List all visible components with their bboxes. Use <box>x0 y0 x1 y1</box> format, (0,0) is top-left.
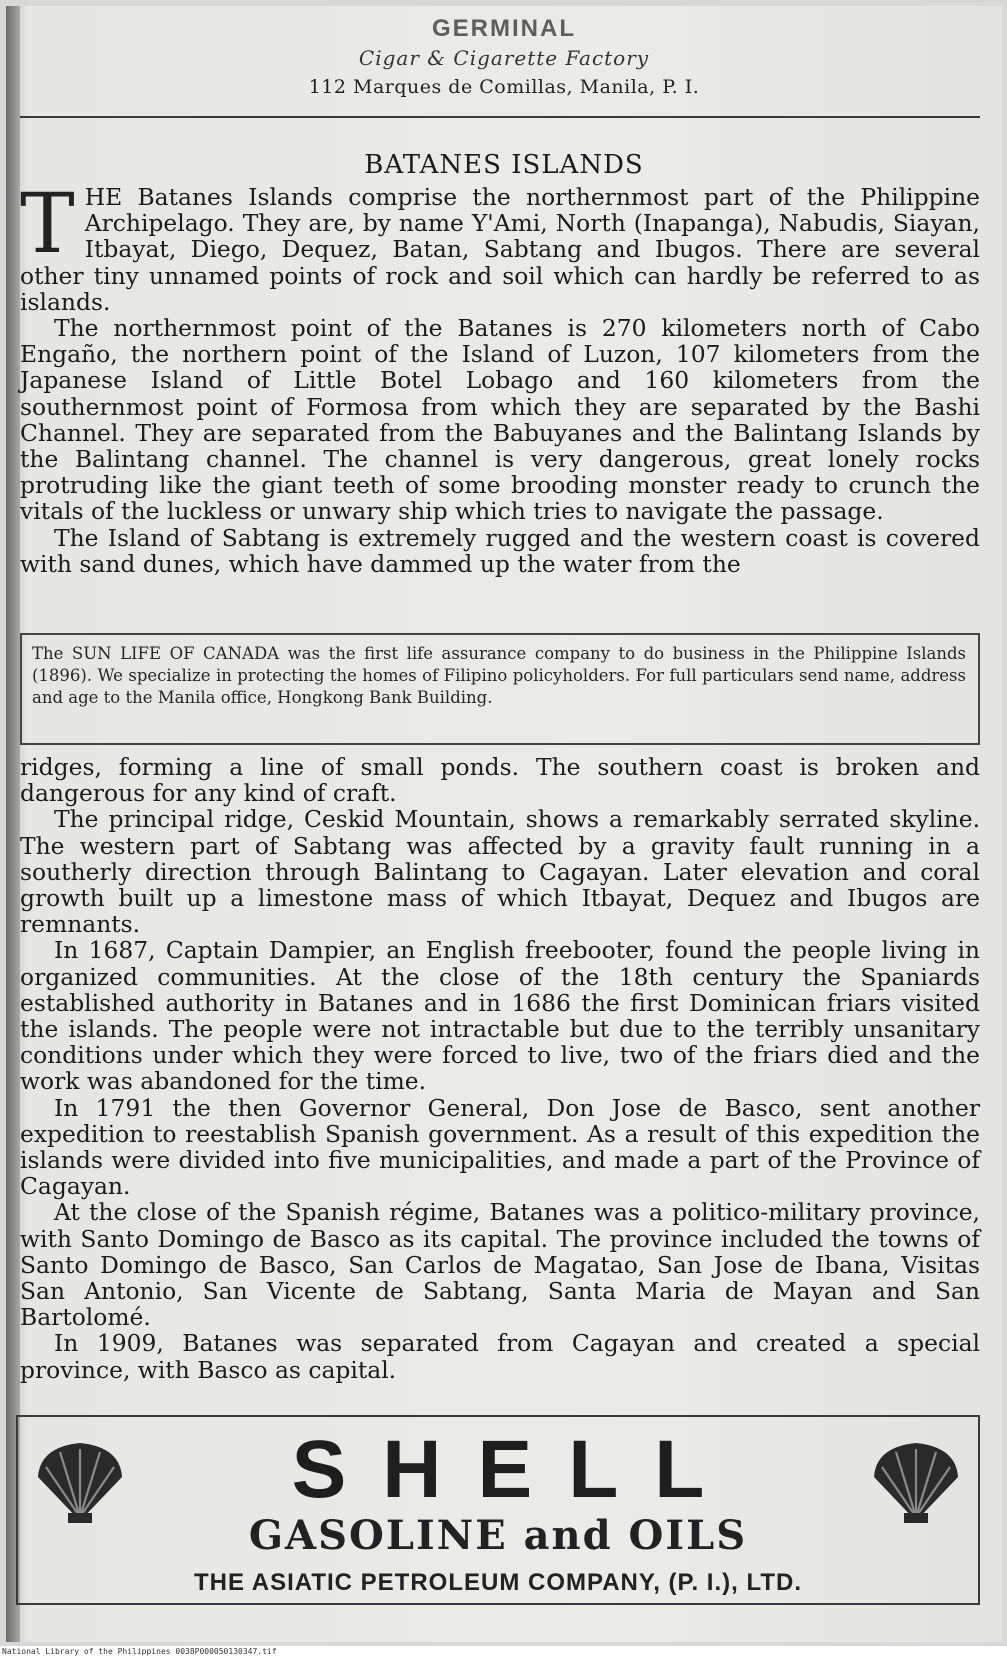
shell-tagline: GASOLINE and OILS <box>248 1512 748 1559</box>
archive-footer: National Library of the Philippines 0038P000050130347.tif <box>0 1646 1007 1658</box>
masthead <box>6 14 1002 102</box>
paragraph-2: The northernmost point of the Batanes is 270 kilometers north of Cabo Engaño, the northern point of the Island of Luzon, 107 kilometers from the Japanese Island of Little Botel Lobago and 160 kilometers from the southernmost point of Formosa from which they are separated by the Bashi Channel. They are separated from the Babuyanes and the Balintang Islands by the Balintang channel. The channel is very dangerous, great lonely rocks protruding like the giant teeth of some brooding monster ready to crunch the vitals of the luckless or unwary ship which tries to navigate the passage. <box>20 314 980 526</box>
masthead-title: GERMINAL <box>432 15 576 42</box>
shell-brand-name: SHELL <box>291 1424 741 1515</box>
paragraph-3-start: The Island of Sabtang is extremely rugged and the western coast is covered with sand dunes, which have dammed up the water from the <box>20 523 980 578</box>
article-body-top <box>20 177 980 578</box>
shell-logo-right-icon <box>866 1437 966 1527</box>
paragraph-1 <box>20 177 980 316</box>
paragraph-8: In 1909, Batanes was separated from Cagayan and created a special province, with Basco as capital. <box>20 1329 980 1384</box>
drop-cap: T <box>20 177 75 272</box>
sun-life-advertisement <box>20 633 980 745</box>
paragraph-3-continued: ridges, forming a line of small ponds. The southern coast is broken and dangerous for any kind of craft. <box>20 753 980 808</box>
book-spine-shadow <box>6 6 20 1642</box>
paragraph-6: In 1791 the then Governor General, Don Jose de Basco, sent another expedition to reestablish Spanish government. As a result of this expedition the islands were divided into five municipalities, and made a part of the Province of Cagayan. <box>20 1093 980 1201</box>
shell-logo-left-icon <box>30 1437 130 1527</box>
paragraph-5: In 1687, Captain Dampier, an English freebooter, found the people living in organized communities. At the close of the 18th century the Spaniards established authority in Batanes and in 1686 the first Dominican friars visited the islands. The people were not intractable but due to the terribly unsanitary conditions under which they were forced to live, two of the friars died and the work was abandoned for the time. <box>20 936 980 1096</box>
article-title: BATANES ISLANDS <box>364 150 644 180</box>
page <box>6 6 1002 1642</box>
shell-advertisement <box>16 1415 980 1605</box>
article-body-bottom <box>20 754 980 1383</box>
header-divider <box>20 116 980 118</box>
masthead-subtitle: Cigar & Cigarette Factory <box>358 46 650 70</box>
masthead-address: 112 Marques de Comillas, Manila, P. I. <box>308 76 700 98</box>
shell-company-name: THE ASIATIC PETROLEUM COMPANY, (P. I.), LTD. <box>193 1569 802 1596</box>
paragraph-7: At the close of the Spanish régime, Batanes was a politico-military province, with Santo Domingo de Basco as its capital. The province included the towns of Santo Domingo de Basco, San Carlos de Magatao, San Jose de Ibana, Visitas San Antonio, San Vicente de Sabtang, Santa Maria de Mayan and San Bartolomé. <box>20 1198 980 1332</box>
paragraph-1-text: HE Batanes Islands comprise the northernmost part of the Philippine Archipelago. They are, by name Y'Ami, North (Inapanga), Nabudis, Siayan, Itbayat, Diego, Dequez, Batan, Sabtang and Ibugos. There are several other tiny unnamed points of rock and soil which can hardly be referred to as islands. <box>20 183 980 316</box>
sun-life-ad-text: The SUN LIFE OF CANADA was the first life assurance company to do business in the Philippine Islands (1896). We specialize in protecting the homes of Filipino policyholders. For full particulars send name, address and age to the Manila office, Hongkong Bank Building. <box>32 644 966 707</box>
paragraph-4: The principal ridge, Ceskid Mountain, shows a remarkably serrated skyline. The western part of Sabtang was affected by a gravity fault running in a southerly direction through Balintang to Cagayan. Later elevation and coral growth built up a limestone mass of which Itbayat, Dequez and Ibugos are remnants. <box>20 805 980 939</box>
